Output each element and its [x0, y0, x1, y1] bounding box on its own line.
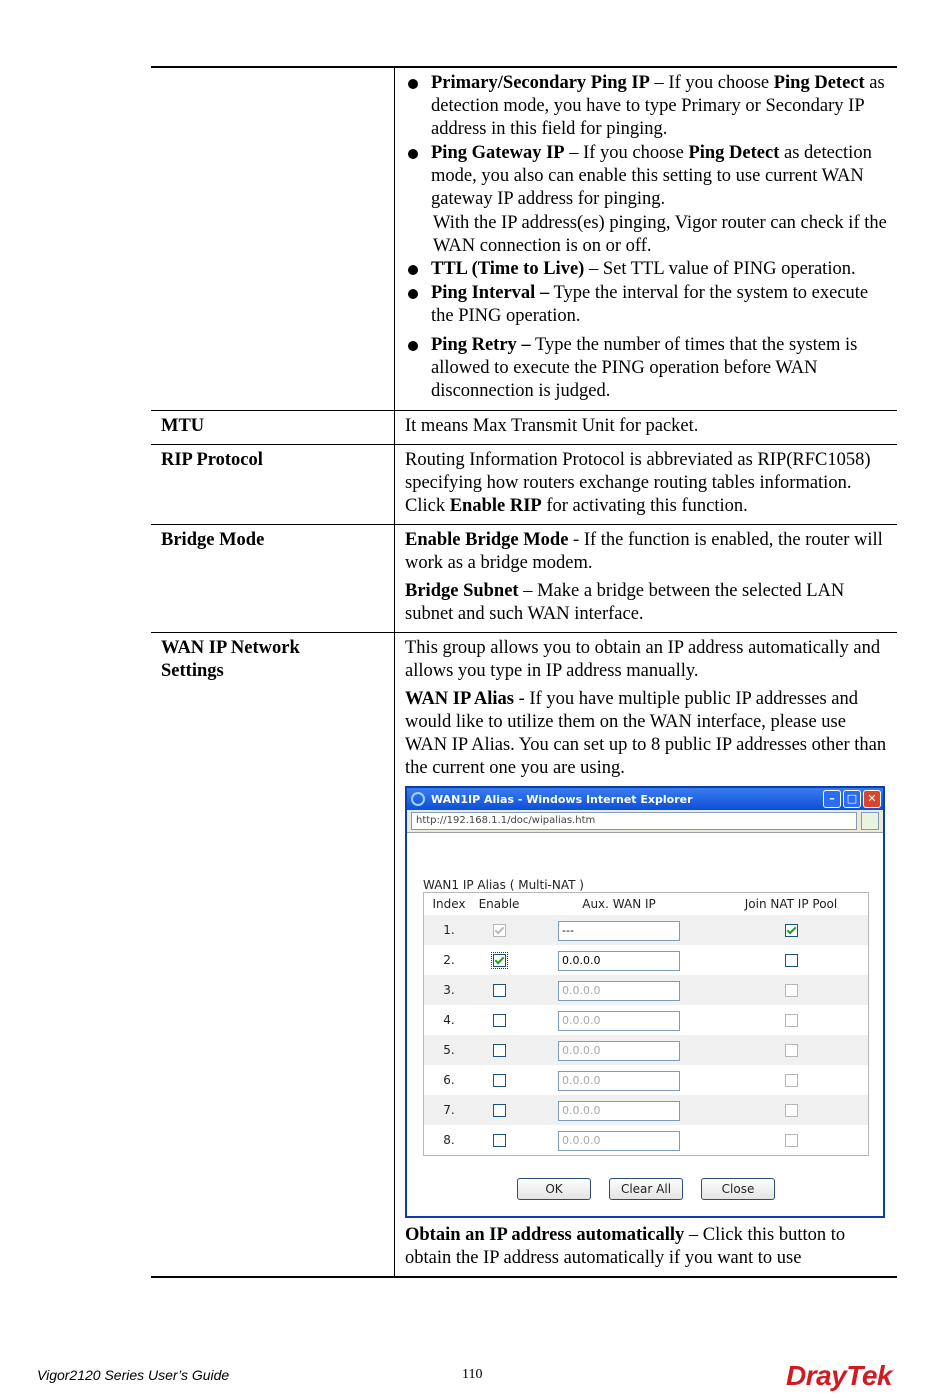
clear-all-button[interactable]: Clear All [609, 1178, 683, 1200]
ping-note: With the IP address(es) pinging, Vigor router can check if the WAN connection is on or off. [433, 213, 887, 256]
window-titlebar [407, 788, 883, 810]
enable-checkbox[interactable] [493, 924, 506, 937]
row-description [395, 68, 897, 410]
aux-ip-cell [524, 919, 714, 942]
bullet-ping-retry: Ping Retry – Type the number of times that the system is allowed to execute the PING operation before WAN disconnection is judged. [405, 334, 889, 403]
table-row [424, 975, 868, 1005]
bridge-subnet-paragraph: Bridge Subnet – Make a bridge between the selected LAN subnet and such WAN interface. [405, 581, 845, 624]
pool-cell [714, 979, 868, 1002]
bullet-ping-ip: Primary/Secondary Ping IP – If you choose Ping Detect as detection mode, you have to type Primary or Secondary IP address in this field for pinging. [405, 72, 889, 141]
row-label-empty [151, 68, 395, 410]
col-enable: Enable [478, 896, 520, 911]
row-index: 1. [443, 922, 455, 937]
row-label: WAN IP Network Settings [151, 633, 395, 1276]
row-index: 6. [443, 1072, 455, 1087]
col-join-nat-pool: Join NAT IP Pool [744, 896, 838, 911]
table-row [424, 1065, 868, 1095]
join-nat-pool-checkbox[interactable] [785, 984, 798, 997]
window-title: WAN1IP Alias - Windows Internet Explorer [431, 792, 693, 806]
window-controls [823, 790, 881, 808]
pool-cell [714, 919, 868, 942]
maximize-icon[interactable]: □ [843, 790, 861, 808]
wan-ip-alias-window [405, 786, 885, 1218]
page-icon[interactable] [861, 812, 879, 830]
ping-bullet-list [405, 72, 889, 211]
join-nat-pool-checkbox[interactable] [785, 924, 798, 937]
col-index: Index [432, 896, 466, 911]
enable-cell [474, 949, 524, 972]
wan-ip-alias-paragraph: WAN IP Alias - If you have multiple public IP addresses and would like to utilize them on the WAN interface, please use WAN IP Alias. You can set up to 8 public IP addresses other than the current one you are using. [405, 689, 887, 778]
alias-table [423, 892, 869, 1156]
aux-ip-cell [524, 1069, 714, 1092]
aux-wan-ip-input[interactable]: 0.0.0.0 [558, 981, 680, 1001]
row-index: 3. [443, 982, 455, 997]
pool-cell [714, 949, 868, 972]
table-row [424, 915, 868, 945]
table-row [424, 1095, 868, 1125]
close-icon[interactable]: ✕ [863, 790, 881, 808]
aux-wan-ip-input[interactable]: --- [558, 921, 680, 941]
enable-checkbox[interactable] [493, 1074, 506, 1087]
bridge-mode-paragraph: Enable Bridge Mode - If the function is enabled, the router will work as a bridge modem. [405, 530, 883, 573]
table-row [424, 1005, 868, 1035]
row-index: 7. [443, 1102, 455, 1117]
row-description: It means Max Transmit Unit for packet. [405, 416, 699, 436]
aux-ip-cell [524, 979, 714, 1002]
join-nat-pool-checkbox[interactable] [785, 1104, 798, 1117]
page-number: 110 [462, 1367, 483, 1382]
table-row-bridge [151, 525, 897, 633]
row-index: 8. [443, 1132, 455, 1147]
aux-wan-ip-input[interactable]: 0.0.0.0 [558, 1131, 680, 1151]
url-field[interactable]: http://192.168.1.1/doc/wipalias.htm [411, 812, 857, 830]
settings-table [151, 66, 897, 1278]
table-row [424, 1035, 868, 1065]
table-row-rip [151, 445, 897, 525]
enable-checkbox[interactable] [493, 1134, 506, 1147]
footer-guide-title: Vigor2120 Series User’s Guide [37, 1367, 230, 1383]
col-aux-wan-ip: Aux. WAN IP [582, 896, 656, 911]
enable-checkbox[interactable] [493, 954, 506, 967]
aux-ip-cell [524, 949, 714, 972]
pool-cell [714, 1009, 868, 1032]
wan-ip-intro: This group allows you to obtain an IP address automatically and allows you type in IP address manually. [405, 638, 881, 681]
address-bar [407, 810, 883, 833]
aux-wan-ip-input[interactable]: 0.0.0.0 [558, 1071, 680, 1091]
pool-cell [714, 1069, 868, 1092]
row-description: Routing Information Protocol is abbreviated as RIP(RFC1058) specifying how routers exchange routing tables information. Click Enable RIP for activating this function. [405, 450, 871, 516]
join-nat-pool-checkbox[interactable] [785, 1074, 798, 1087]
enable-cell [474, 919, 524, 942]
alias-table-header [424, 893, 868, 915]
enable-cell [474, 1039, 524, 1062]
bullet-ping-interval: Ping Interval – Type the interval for the system to execute the PING operation. [405, 282, 889, 328]
minimize-icon[interactable]: – [823, 790, 841, 808]
row-label: Bridge Mode [151, 525, 395, 632]
table-row-mtu [151, 411, 897, 445]
table-row [424, 945, 868, 975]
obtain-ip-paragraph: Obtain an IP address automatically – Click this button to obtain the IP address automatically if you want to use [405, 1225, 846, 1268]
enable-checkbox[interactable] [493, 984, 506, 997]
table-row-ping [151, 66, 897, 411]
row-label: RIP Protocol [151, 445, 395, 524]
ok-button[interactable]: OK [517, 1178, 591, 1200]
aux-wan-ip-input[interactable]: 0.0.0.0 [558, 1011, 680, 1031]
table-row-wan-ip [151, 633, 897, 1278]
ping-bullet-list-2 [405, 258, 889, 403]
row-description [395, 525, 897, 632]
close-button[interactable]: Close [701, 1178, 775, 1200]
row-index: 2. [443, 952, 455, 967]
enable-cell [474, 1099, 524, 1122]
ie-icon [411, 792, 425, 806]
aux-wan-ip-input[interactable]: 0.0.0.0 [558, 1041, 680, 1061]
row-description [395, 633, 897, 1276]
enable-checkbox[interactable] [493, 1044, 506, 1057]
join-nat-pool-checkbox[interactable] [785, 1044, 798, 1057]
join-nat-pool-checkbox[interactable] [785, 954, 798, 967]
aux-wan-ip-input[interactable]: 0.0.0.0 [558, 1101, 680, 1121]
enable-cell [474, 1129, 524, 1152]
alias-rows [424, 915, 868, 1155]
pool-cell [714, 1099, 868, 1122]
row-label: MTU [151, 411, 395, 444]
enable-checkbox[interactable] [493, 1104, 506, 1117]
enable-cell [474, 1069, 524, 1092]
aux-wan-ip-input[interactable]: 0.0.0.0 [558, 951, 680, 971]
row-index: 4. [443, 1012, 455, 1027]
aux-ip-cell [524, 1039, 714, 1062]
aux-ip-cell [524, 1009, 714, 1032]
enable-checkbox[interactable] [493, 1014, 506, 1027]
join-nat-pool-checkbox[interactable] [785, 1014, 798, 1027]
alias-heading: WAN1 IP Alias ( Multi-NAT ) [423, 878, 584, 892]
bullet-ttl: TTL (Time to Live) – Set TTL value of PING operation. [405, 258, 889, 281]
aux-ip-cell [524, 1129, 714, 1152]
enable-cell [474, 979, 524, 1002]
pool-cell [714, 1039, 868, 1062]
pool-cell [714, 1129, 868, 1152]
join-nat-pool-checkbox[interactable] [785, 1134, 798, 1147]
aux-ip-cell [524, 1099, 714, 1122]
row-index: 5. [443, 1042, 455, 1057]
window-buttons [517, 1178, 775, 1200]
draytek-logo: DrayTek [786, 1360, 892, 1391]
enable-cell [474, 1009, 524, 1032]
table-row [424, 1125, 868, 1155]
bullet-ping-gateway: Ping Gateway IP – If you choose Ping Detect as detection mode, you also can enable this setting to use current WAN gateway IP address for pinging. [405, 142, 889, 211]
